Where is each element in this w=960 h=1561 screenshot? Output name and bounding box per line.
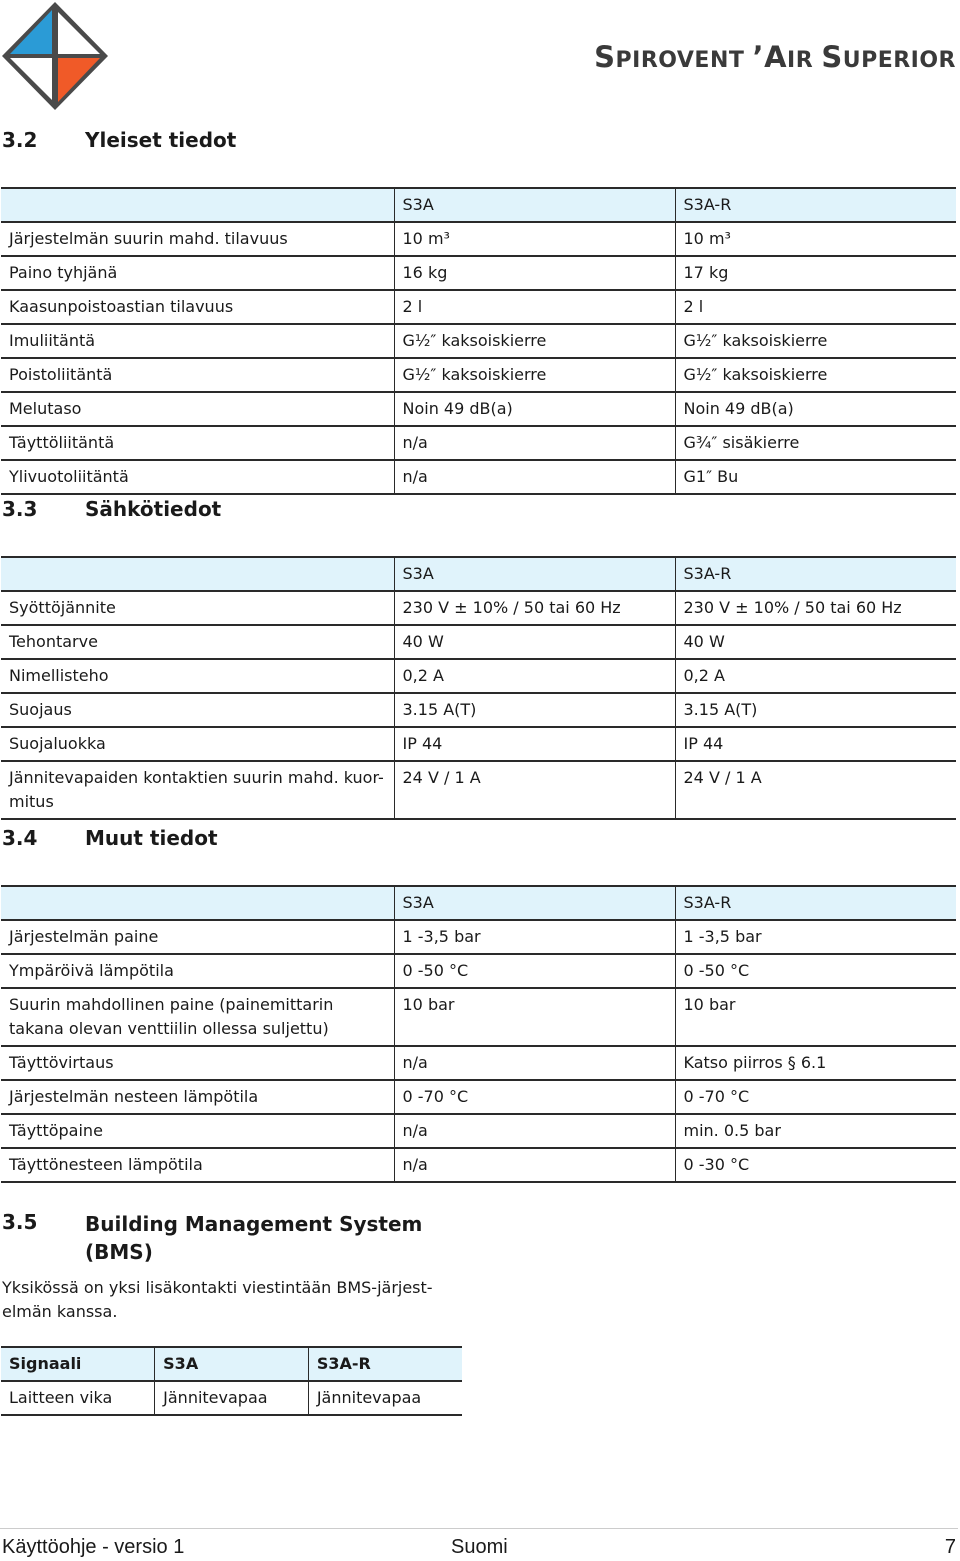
cell-value: n/a	[394, 460, 675, 494]
row-label: Suurin mahdollinen paine (painemittarin takana olevan venttiilin ollessa suljettu)	[1, 988, 394, 1046]
table-row	[1, 392, 956, 426]
cell-value: IP 44	[675, 727, 956, 761]
cell-value: 24 V / 1 A	[394, 761, 675, 819]
table-row	[1, 1114, 956, 1148]
cell-value: G1″ Bu	[675, 460, 956, 494]
row-label: Täyttönesteen lämpötila	[1, 1148, 394, 1182]
cell-value: Noin 49 dB(a)	[394, 392, 675, 426]
row-label: Järjestelmän paine	[1, 920, 394, 954]
section-title-line2: (BMS)	[85, 1240, 153, 1264]
section-number: 3.5	[2, 1210, 38, 1234]
table-row	[1, 1381, 462, 1415]
section-number: 3.4	[2, 826, 38, 850]
table-row	[1, 591, 956, 625]
table-header-row	[1, 886, 956, 920]
cell-value: n/a	[394, 1114, 675, 1148]
table-row	[1, 693, 956, 727]
cell-value: G¾″ sisäkierre	[675, 426, 956, 460]
cell-value: 0 -30 °C	[675, 1148, 956, 1182]
column-header: S3A-R	[308, 1347, 462, 1381]
table-row	[1, 426, 956, 460]
section-number: 3.3	[2, 497, 38, 521]
section-title-line1: Building Management System	[85, 1212, 423, 1236]
cell-value: 230 V ± 10% / 50 tai 60 Hz	[675, 591, 956, 625]
bms-description: Yksikössä on yksi lisäkontakti viestintään BMS-järjest-elmän kanssa.	[2, 1278, 433, 1321]
row-label: Jännitevapaiden kontaktien suurin mahd. kuor-mitus	[1, 761, 394, 819]
cell-value: n/a	[394, 1046, 675, 1080]
row-label: Kaasunpoistoastian tilavuus	[1, 290, 394, 324]
cell-value: 0 -70 °C	[675, 1080, 956, 1114]
row-label: Paino tyhjänä	[1, 256, 394, 290]
row-label: Syöttöjännite	[1, 591, 394, 625]
section-title: Muut tiedot	[85, 826, 218, 850]
cell-value: 10 bar	[394, 988, 675, 1046]
table-row	[1, 761, 956, 819]
cell-value: Noin 49 dB(a)	[675, 392, 956, 426]
row-label: Nimellisteho	[1, 659, 394, 693]
cell-value: 17 kg	[675, 256, 956, 290]
row-label: Täyttöpaine	[1, 1114, 394, 1148]
cell-value: 10 m³	[394, 222, 675, 256]
section-heading-other	[2, 826, 218, 850]
cell-value: n/a	[394, 1148, 675, 1182]
cell-value: 10 m³	[675, 222, 956, 256]
table-row	[1, 358, 956, 392]
column-header: S3A	[155, 1347, 309, 1381]
cell-value: G½″ kaksoiskierre	[394, 358, 675, 392]
cell-value: 2 l	[394, 290, 675, 324]
row-label: Melutaso	[1, 392, 394, 426]
section-number: 3.2	[2, 128, 38, 152]
footer-language: Suomi	[451, 1536, 508, 1558]
table-row	[1, 920, 956, 954]
table-row	[1, 988, 956, 1046]
column-header: S3A	[394, 188, 675, 222]
brand-title: SPIROVENT ’AIR SUPERIOR	[594, 40, 956, 74]
table-row	[1, 625, 956, 659]
cell-value: Katso piirros § 6.1	[675, 1046, 956, 1080]
column-header: S3A-R	[675, 557, 956, 591]
cell-value: Jännitevapaa	[155, 1381, 309, 1415]
row-label: Laitteen vika	[1, 1381, 155, 1415]
cell-value: IP 44	[394, 727, 675, 761]
cell-value: 1 -3,5 bar	[675, 920, 956, 954]
table-row	[1, 954, 956, 988]
row-label: Poistoliitäntä	[1, 358, 394, 392]
table-header-row	[1, 557, 956, 591]
row-label: Järjestelmän suurin mahd. tilavuus	[1, 222, 394, 256]
cell-value: 0,2 A	[394, 659, 675, 693]
table-row	[1, 256, 956, 290]
cell-value: G½″ kaksoiskierre	[675, 324, 956, 358]
column-header: S3A	[394, 557, 675, 591]
spirovent-logo	[0, 0, 110, 112]
page-footer	[0, 1528, 958, 1558]
column-header: Signaali	[1, 1347, 155, 1381]
table-row	[1, 1148, 956, 1182]
table-header-row	[1, 1347, 462, 1381]
row-label: Täyttövirtaus	[1, 1046, 394, 1080]
section-title: Yleiset tiedot	[85, 128, 237, 152]
row-label: Järjestelmän nesteen lämpötila	[1, 1080, 394, 1114]
cell-value: 16 kg	[394, 256, 675, 290]
electrical-info-table	[1, 556, 956, 820]
section-heading-bms	[2, 1210, 422, 1266]
cell-value: n/a	[394, 426, 675, 460]
cell-value: G½″ kaksoiskierre	[675, 358, 956, 392]
section-heading-general	[2, 128, 236, 152]
cell-value: 0 -50 °C	[675, 954, 956, 988]
table-row	[1, 460, 956, 494]
cell-value: Jännitevapaa	[308, 1381, 462, 1415]
section-heading-electrical	[2, 497, 221, 521]
footer-manual-version: Käyttöohje - versio 1	[2, 1536, 185, 1558]
section-title: Sähkötiedot	[85, 497, 222, 521]
column-header	[1, 557, 394, 591]
table-row	[1, 727, 956, 761]
table-row	[1, 1046, 956, 1080]
cell-value: G½″ kaksoiskierre	[394, 324, 675, 358]
general-info-table	[1, 187, 956, 495]
cell-value: 40 W	[675, 625, 956, 659]
table-row	[1, 659, 956, 693]
table-row	[1, 1080, 956, 1114]
row-label: Imuliitäntä	[1, 324, 394, 358]
row-label: Ylivuotoliitäntä	[1, 460, 394, 494]
table-row	[1, 290, 956, 324]
row-label: Täyttöliitäntä	[1, 426, 394, 460]
cell-value: 0,2 A	[675, 659, 956, 693]
cell-value: 3.15 A(T)	[675, 693, 956, 727]
cell-value: 1 -3,5 bar	[394, 920, 675, 954]
cell-value: 3.15 A(T)	[394, 693, 675, 727]
cell-value: 230 V ± 10% / 50 tai 60 Hz	[394, 591, 675, 625]
table-row	[1, 324, 956, 358]
cell-value: 10 bar	[675, 988, 956, 1046]
column-header: S3A	[394, 886, 675, 920]
row-label: Tehontarve	[1, 625, 394, 659]
row-label: Suojaus	[1, 693, 394, 727]
column-header	[1, 886, 394, 920]
cell-value: 2 l	[675, 290, 956, 324]
column-header	[1, 188, 394, 222]
row-label: Suojaluokka	[1, 727, 394, 761]
column-header: S3A-R	[675, 188, 956, 222]
cell-value: min. 0.5 bar	[675, 1114, 956, 1148]
footer-page-number: 7	[944, 1536, 956, 1558]
cell-value: 40 W	[394, 625, 675, 659]
other-info-table	[1, 885, 956, 1183]
column-header: S3A-R	[675, 886, 956, 920]
cell-value: 24 V / 1 A	[675, 761, 956, 819]
table-row	[1, 222, 956, 256]
cell-value: 0 -50 °C	[394, 954, 675, 988]
row-label: Ympäröivä lämpötila	[1, 954, 394, 988]
cell-value: 0 -70 °C	[394, 1080, 675, 1114]
table-header-row	[1, 188, 956, 222]
bms-table	[1, 1346, 462, 1416]
